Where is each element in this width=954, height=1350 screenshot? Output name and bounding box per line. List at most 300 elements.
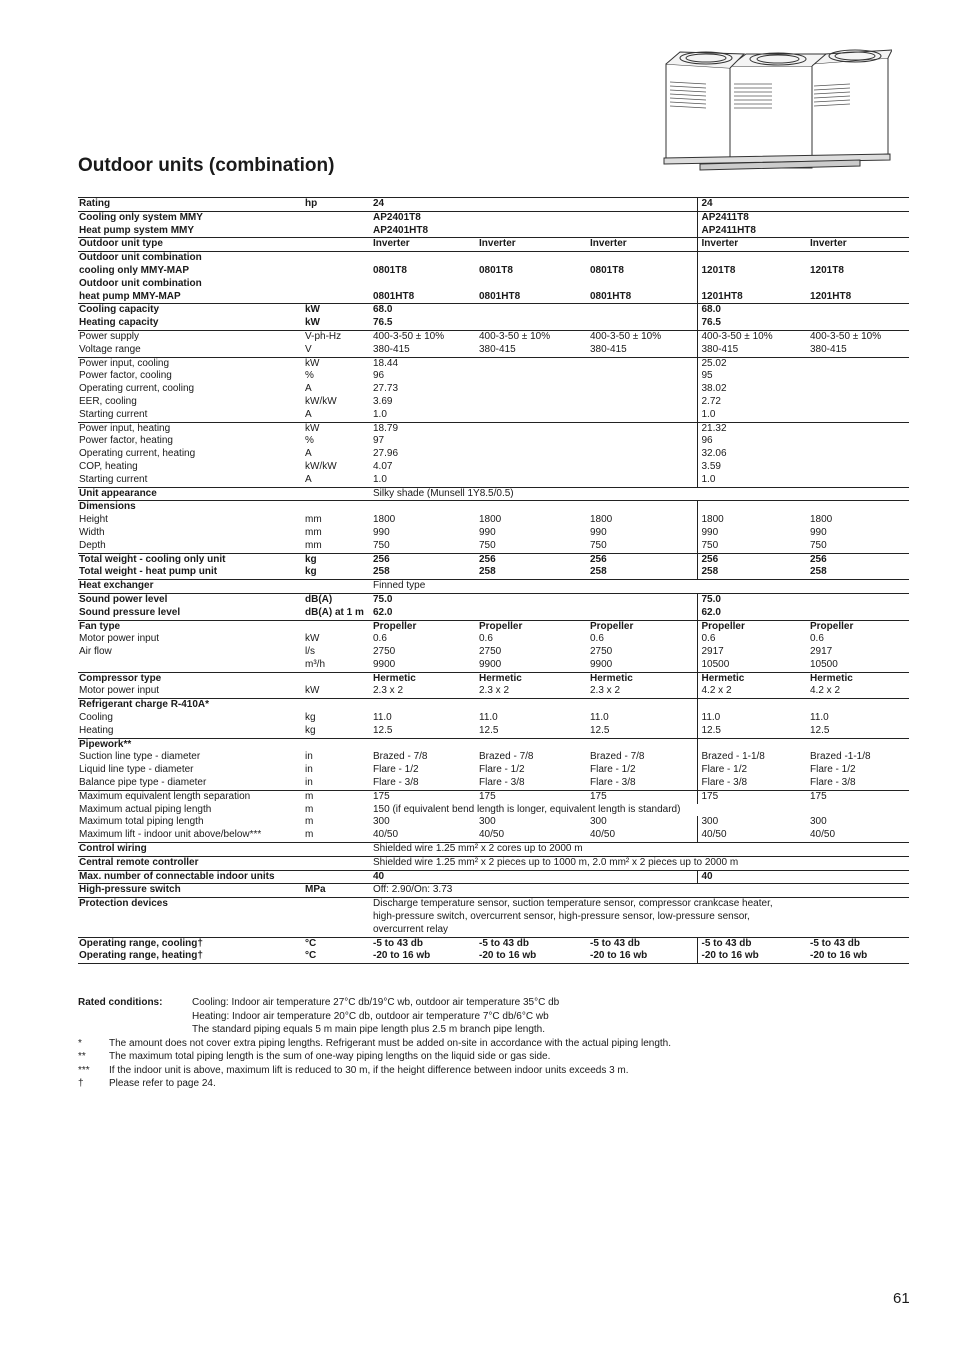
spec-row [78, 790, 909, 803]
spec-row [78, 911, 909, 924]
row-label: Dimensions [78, 501, 304, 514]
row-unit [304, 501, 372, 514]
value-cell: Flare - 1/2 [479, 764, 525, 776]
row-unit [304, 238, 372, 252]
notes-section [78, 996, 918, 1091]
value-cell: 380-415 [479, 343, 516, 355]
value-cell: 40/50 [810, 829, 836, 841]
footnote-symbol: ** [78, 1051, 86, 1062]
row-unit: mm [305, 526, 322, 538]
spec-row [78, 291, 909, 304]
rated-conditions-text [192, 996, 559, 1037]
row-label: Heat pump system MMY [79, 224, 195, 236]
value-cell [589, 383, 697, 396]
value-cell: 68.0 [697, 304, 809, 317]
value-cell: 4.07 [373, 460, 393, 472]
rated-line: Heating: Indoor air temperature 20°C db, outdoor air temperature 7°C db/6°C wb [192, 1010, 549, 1022]
footnote [78, 1064, 918, 1078]
value-cell: Hermetic [809, 672, 909, 685]
value-cell: Brazed - 1-1/8 [697, 751, 809, 764]
row-label: Cooling capacity [78, 304, 304, 317]
value-cell: 12.5 [590, 724, 610, 736]
value-cell: 40/50 [479, 829, 505, 841]
value-cell: 9900 [373, 658, 396, 670]
value-cell: 256 [697, 553, 809, 566]
value-cell: 1201HT8 [810, 290, 852, 302]
value-cell: 10500 [810, 658, 838, 670]
row-unit: kW [305, 633, 320, 645]
value-cell: 1800 [810, 514, 833, 526]
row-unit: kg [304, 553, 372, 566]
rated-line: Cooling: Indoor air temperature 27°C db/19°C wb, outdoor air temperature 35°C db [192, 997, 560, 1008]
value-cell: Hermetic [589, 672, 697, 685]
value-cell: 75.0 [372, 593, 478, 606]
spec-row [78, 646, 909, 659]
value-cell: Hermetic [372, 672, 478, 685]
row-label: Air flow [79, 646, 112, 658]
value-cell [809, 870, 909, 884]
value-cell: 11.0 [810, 712, 829, 724]
row-label: Refrigerant charge R-410A* [78, 699, 304, 712]
row-unit [304, 843, 372, 857]
value-cell: 4.2 x 2 [810, 685, 841, 697]
value-cell: 1.0 [697, 409, 809, 422]
spec-row [78, 816, 909, 829]
value-cell [809, 211, 909, 224]
spec-row [78, 540, 909, 553]
value-cell: Flare - 1/2 [373, 764, 419, 776]
value-cell: 32.06 [697, 448, 809, 461]
row-unit: V [305, 343, 312, 355]
value-cell [697, 278, 809, 291]
value-cell [589, 607, 697, 620]
row-unit [304, 672, 372, 685]
row-unit: m³/h [305, 658, 325, 670]
value-cell: 258 [479, 566, 496, 578]
row-unit: m [305, 803, 314, 815]
value-cell [478, 422, 589, 435]
row-label: Heat exchanger [78, 580, 304, 594]
row-label: Balance pipe type - diameter [79, 777, 207, 789]
value-cell [478, 448, 589, 461]
row-label: Operating range, heating† [78, 950, 304, 963]
value-cell: 2917 [810, 646, 833, 658]
value-cell: 990 [479, 526, 496, 538]
value-cell [809, 699, 909, 712]
value-cell [809, 474, 909, 487]
value-cell [372, 252, 478, 265]
value-cell [478, 474, 589, 487]
spec-row [78, 937, 909, 950]
value-cell: Propeller [809, 620, 909, 633]
spec-row [78, 843, 909, 857]
row-unit: % [305, 370, 314, 382]
row-unit: A [305, 448, 312, 460]
spec-row [78, 211, 909, 224]
value-cell: -5 to 43 db [478, 937, 589, 950]
row-label: Depth [79, 539, 106, 551]
value-cell: 2917 [697, 646, 809, 659]
spec-row [78, 527, 909, 540]
value-cell [589, 252, 697, 265]
row-label: Power input, heating [78, 422, 304, 435]
value-cell [372, 738, 478, 751]
spec-row [78, 435, 909, 448]
value-cell: 750 [697, 540, 809, 553]
spanned-value: Off: 2.90/On: 3.73 [372, 884, 909, 898]
value-cell: 400-3-50 ± 10% [589, 330, 697, 343]
value-cell: 750 [479, 539, 496, 551]
row-unit: kW [304, 357, 372, 370]
value-cell: 380-415 [697, 344, 809, 357]
row-label: Power factor, heating [79, 435, 173, 447]
row-label: Height [79, 514, 108, 526]
spec-row [78, 396, 909, 409]
row-unit: kW [305, 317, 320, 329]
footnote-text: If the indoor unit is above, maximum lift is reduced to 30 m, if the height difference between indoor units exceeds 3 m. [109, 1064, 629, 1076]
row-label [78, 911, 304, 924]
value-cell: 0801HT8 [590, 290, 632, 302]
spec-row [78, 924, 909, 937]
value-cell [809, 461, 909, 474]
spec-row [78, 265, 909, 278]
row-label: Heating capacity [79, 317, 159, 329]
value-cell: 2.72 [697, 396, 809, 409]
spec-row [78, 409, 909, 422]
row-unit: kg [305, 724, 316, 736]
value-cell [589, 225, 697, 238]
spanned-value: Finned type [372, 580, 909, 594]
value-cell [589, 422, 697, 435]
spec-row [78, 487, 909, 501]
row-label: Outdoor unit combination [79, 277, 202, 289]
spec-row [78, 278, 909, 291]
value-cell: Propeller [589, 620, 697, 633]
value-cell: 38.02 [697, 383, 809, 396]
row-unit [304, 252, 372, 265]
value-cell [809, 409, 909, 422]
value-cell: 175 [697, 790, 809, 803]
row-label: Sound power level [78, 593, 304, 606]
value-cell: 400-3-50 ± 10% [478, 330, 589, 343]
value-cell: 75.0 [697, 593, 809, 606]
value-cell: 1800 [373, 514, 396, 526]
spec-row [78, 422, 909, 435]
value-cell: 258 [373, 566, 390, 578]
value-cell: 0.6 [373, 633, 387, 645]
value-cell [697, 501, 809, 514]
spec-row [78, 685, 909, 698]
value-cell: 2.3 x 2 [479, 685, 510, 697]
value-cell: -20 to 16 wb [697, 950, 809, 963]
value-cell: 12.5 [373, 724, 393, 736]
value-cell: Inverter [809, 238, 909, 252]
spec-row [78, 501, 909, 514]
value-cell: 11.0 [697, 712, 809, 725]
value-cell: 256 [372, 553, 478, 566]
value-cell: 11.0 [373, 712, 392, 724]
row-unit: in [305, 751, 313, 763]
rated-conditions [78, 996, 918, 1037]
value-cell [478, 593, 589, 606]
value-cell: Brazed - 7/8 [479, 751, 534, 763]
value-cell: 27.96 [373, 448, 399, 460]
row-unit: V-ph-Hz [304, 330, 372, 343]
row-unit [304, 620, 372, 633]
value-cell [589, 593, 697, 606]
specification-table [78, 197, 909, 964]
value-cell: 990 [697, 527, 809, 540]
spec-row [78, 738, 909, 751]
value-cell: 300 [479, 816, 496, 828]
spec-row [78, 884, 909, 898]
value-cell: Inverter [372, 238, 478, 252]
row-label: Maximum lift - indoor unit above/below*** [79, 829, 262, 841]
value-cell [809, 278, 909, 291]
value-cell: 76.5 [373, 317, 393, 329]
row-label: Cooling only system MMY [78, 211, 304, 224]
value-cell [478, 870, 589, 884]
row-label: Starting current [79, 473, 148, 485]
value-cell: 9900 [590, 658, 613, 670]
value-cell: 10500 [697, 659, 809, 672]
value-cell: 9900 [479, 658, 502, 670]
spec-row [78, 593, 909, 606]
value-cell: 12.5 [810, 724, 830, 736]
value-cell: 175 [372, 790, 478, 803]
spec-row [78, 751, 909, 764]
value-cell: 76.5 [697, 317, 809, 330]
footnote-symbol: * [78, 1037, 82, 1049]
value-cell: 25.02 [697, 357, 809, 370]
rated-line: The standard piping equals 5 m main pipe length plus 2.5 m branch pipe length. [192, 1024, 546, 1035]
value-cell [809, 370, 909, 383]
value-cell: AP2401HT8 [373, 224, 429, 236]
row-unit [304, 870, 372, 884]
value-cell: Hermetic [697, 672, 809, 685]
row-unit [304, 898, 372, 911]
value-cell: 750 [373, 539, 390, 551]
row-label: Power input, cooling [78, 357, 304, 370]
row-unit: MPa [304, 884, 372, 898]
value-cell: Inverter [589, 238, 697, 252]
value-cell: 96 [373, 370, 385, 382]
value-cell [809, 435, 909, 448]
row-unit: kW/kW [305, 460, 337, 472]
value-cell: 1800 [697, 514, 809, 527]
row-label: Suction line type - diameter [79, 751, 201, 763]
value-cell: 380-415 [373, 343, 410, 355]
value-cell: 2.3 x 2 [590, 685, 621, 697]
row-unit: m [305, 829, 314, 841]
value-cell [372, 699, 478, 712]
row-label: Heating [79, 724, 114, 736]
spec-row [78, 448, 909, 461]
value-cell: 62.0 [373, 606, 393, 618]
spec-row [78, 607, 909, 620]
row-label: Fan type [78, 620, 304, 633]
value-cell [809, 593, 909, 606]
value-cell: 0.6 [697, 633, 809, 646]
value-cell: 40/50 [590, 829, 616, 841]
value-cell: 256 [809, 553, 909, 566]
row-label: Operating current, cooling [79, 383, 195, 395]
value-cell: 380-415 [810, 343, 847, 355]
value-cell [589, 435, 697, 448]
row-label: Power supply [78, 330, 304, 343]
value-cell: 96 [697, 435, 809, 448]
value-cell: 256 [478, 553, 589, 566]
value-cell: 990 [373, 526, 390, 538]
value-cell [589, 409, 697, 422]
value-cell [478, 738, 589, 751]
value-cell [589, 278, 697, 291]
value-cell: Propeller [478, 620, 589, 633]
value-cell [589, 198, 697, 212]
value-cell: 12.5 [697, 725, 809, 738]
value-cell: 2750 [479, 646, 502, 658]
value-cell [589, 448, 697, 461]
row-label: Protection devices [78, 898, 304, 911]
spec-row [78, 225, 909, 238]
value-cell [589, 211, 697, 224]
value-cell: Flare - 3/8 [590, 777, 636, 789]
row-label: Liquid line type - diameter [79, 764, 194, 776]
row-label: Voltage range [79, 343, 141, 355]
spec-row [78, 383, 909, 396]
value-cell: 0801T8 [590, 264, 624, 276]
value-cell: 21.32 [697, 422, 809, 435]
value-cell [809, 357, 909, 370]
value-cell [697, 252, 809, 265]
value-cell: 40/50 [697, 829, 809, 842]
value-cell [809, 607, 909, 620]
value-cell [809, 304, 909, 317]
spec-row [78, 357, 909, 370]
row-label: Sound pressure level [79, 606, 181, 618]
row-label: EER, cooling [79, 395, 137, 407]
value-cell [478, 225, 589, 238]
value-cell: 300 [810, 816, 827, 828]
footnote-text: The maximum total piping length is the sum of one-way piping lengths on the liquid side or gas side. [109, 1051, 551, 1062]
row-label: Unit appearance [78, 487, 304, 501]
value-cell [809, 252, 909, 265]
value-cell [478, 211, 589, 224]
value-cell: 256 [589, 553, 697, 566]
footnote-symbol: *** [78, 1064, 90, 1076]
value-cell: 24 [697, 198, 809, 212]
value-cell: 175 [809, 790, 909, 803]
spec-row [78, 317, 909, 330]
row-unit [304, 265, 372, 278]
value-cell: 0801HT8 [479, 290, 521, 302]
value-cell: 0.6 [590, 633, 604, 645]
value-cell: Flare - 3/8 [479, 777, 525, 789]
value-cell: -5 to 43 db [697, 937, 809, 950]
value-cell: Hermetic [478, 672, 589, 685]
row-unit: m [305, 816, 314, 828]
spec-row [78, 633, 909, 646]
value-cell [478, 198, 589, 212]
value-cell: 258 [810, 566, 827, 578]
row-label [78, 659, 304, 672]
row-unit [304, 211, 372, 224]
value-cell [589, 396, 697, 409]
row-unit: m [304, 790, 372, 803]
footnote-text: The amount does not cover extra piping lengths. Refrigerant must be added on-site in accordance with the actual piping length. [109, 1037, 672, 1049]
row-unit: dB(A) [304, 593, 372, 606]
value-cell: 258 [697, 566, 809, 579]
value-cell [809, 501, 909, 514]
value-cell [478, 383, 589, 396]
value-cell [809, 317, 909, 330]
value-cell: 2750 [373, 646, 396, 658]
value-cell [697, 738, 809, 751]
row-unit: % [305, 435, 314, 447]
value-cell [809, 738, 909, 751]
row-label: Motor power input [79, 685, 160, 697]
value-cell: 40 [372, 870, 478, 884]
value-cell [589, 357, 697, 370]
row-unit: l/s [305, 646, 315, 658]
value-cell: 24 [372, 198, 478, 212]
value-cell: 400-3-50 ± 10% [697, 330, 809, 343]
row-label: Central remote controller [78, 856, 304, 870]
value-cell: Flare - 1/2 [590, 764, 636, 776]
spec-row [78, 950, 909, 963]
value-cell: 1201HT8 [697, 291, 809, 304]
value-cell: -5 to 43 db [589, 937, 697, 950]
row-label: Control wiring [78, 843, 304, 857]
row-unit [304, 699, 372, 712]
value-cell [478, 396, 589, 409]
spec-row [78, 804, 909, 817]
row-unit: in [305, 764, 313, 776]
value-cell: Flare - 3/8 [810, 777, 856, 789]
value-cell [589, 699, 697, 712]
value-cell [478, 435, 589, 448]
value-cell: 18.79 [372, 422, 478, 435]
value-cell: 27.73 [373, 383, 399, 395]
spec-row [78, 252, 909, 265]
spanned-value: Silky shade (Munsell 1Y8.5/0.5) [372, 487, 909, 501]
row-unit: kW [304, 422, 372, 435]
value-cell: Brazed - 7/8 [373, 751, 428, 763]
row-unit: A [305, 473, 312, 485]
value-cell [589, 870, 697, 884]
value-cell: 1800 [479, 514, 502, 526]
value-cell [589, 461, 697, 474]
value-cell: 380-415 [590, 343, 627, 355]
value-cell: 62.0 [697, 607, 809, 620]
spec-row [78, 659, 909, 672]
footnote [78, 1077, 918, 1091]
row-unit: °C [304, 937, 372, 950]
page-title: Outdoor units (combination) [78, 155, 335, 176]
value-cell: 1800 [590, 514, 613, 526]
value-cell: 400-3-50 ± 10% [372, 330, 478, 343]
row-label: Total weight - heat pump unit [79, 566, 218, 578]
value-cell [809, 198, 909, 212]
value-cell [809, 448, 909, 461]
value-cell: AP2401T8 [372, 211, 478, 224]
row-label: Pipework** [78, 738, 304, 751]
value-cell [478, 357, 589, 370]
spec-row [78, 474, 909, 487]
value-cell: Propeller [697, 620, 809, 633]
value-cell: Brazed -1-1/8 [810, 751, 871, 763]
row-unit: °C [304, 950, 372, 963]
